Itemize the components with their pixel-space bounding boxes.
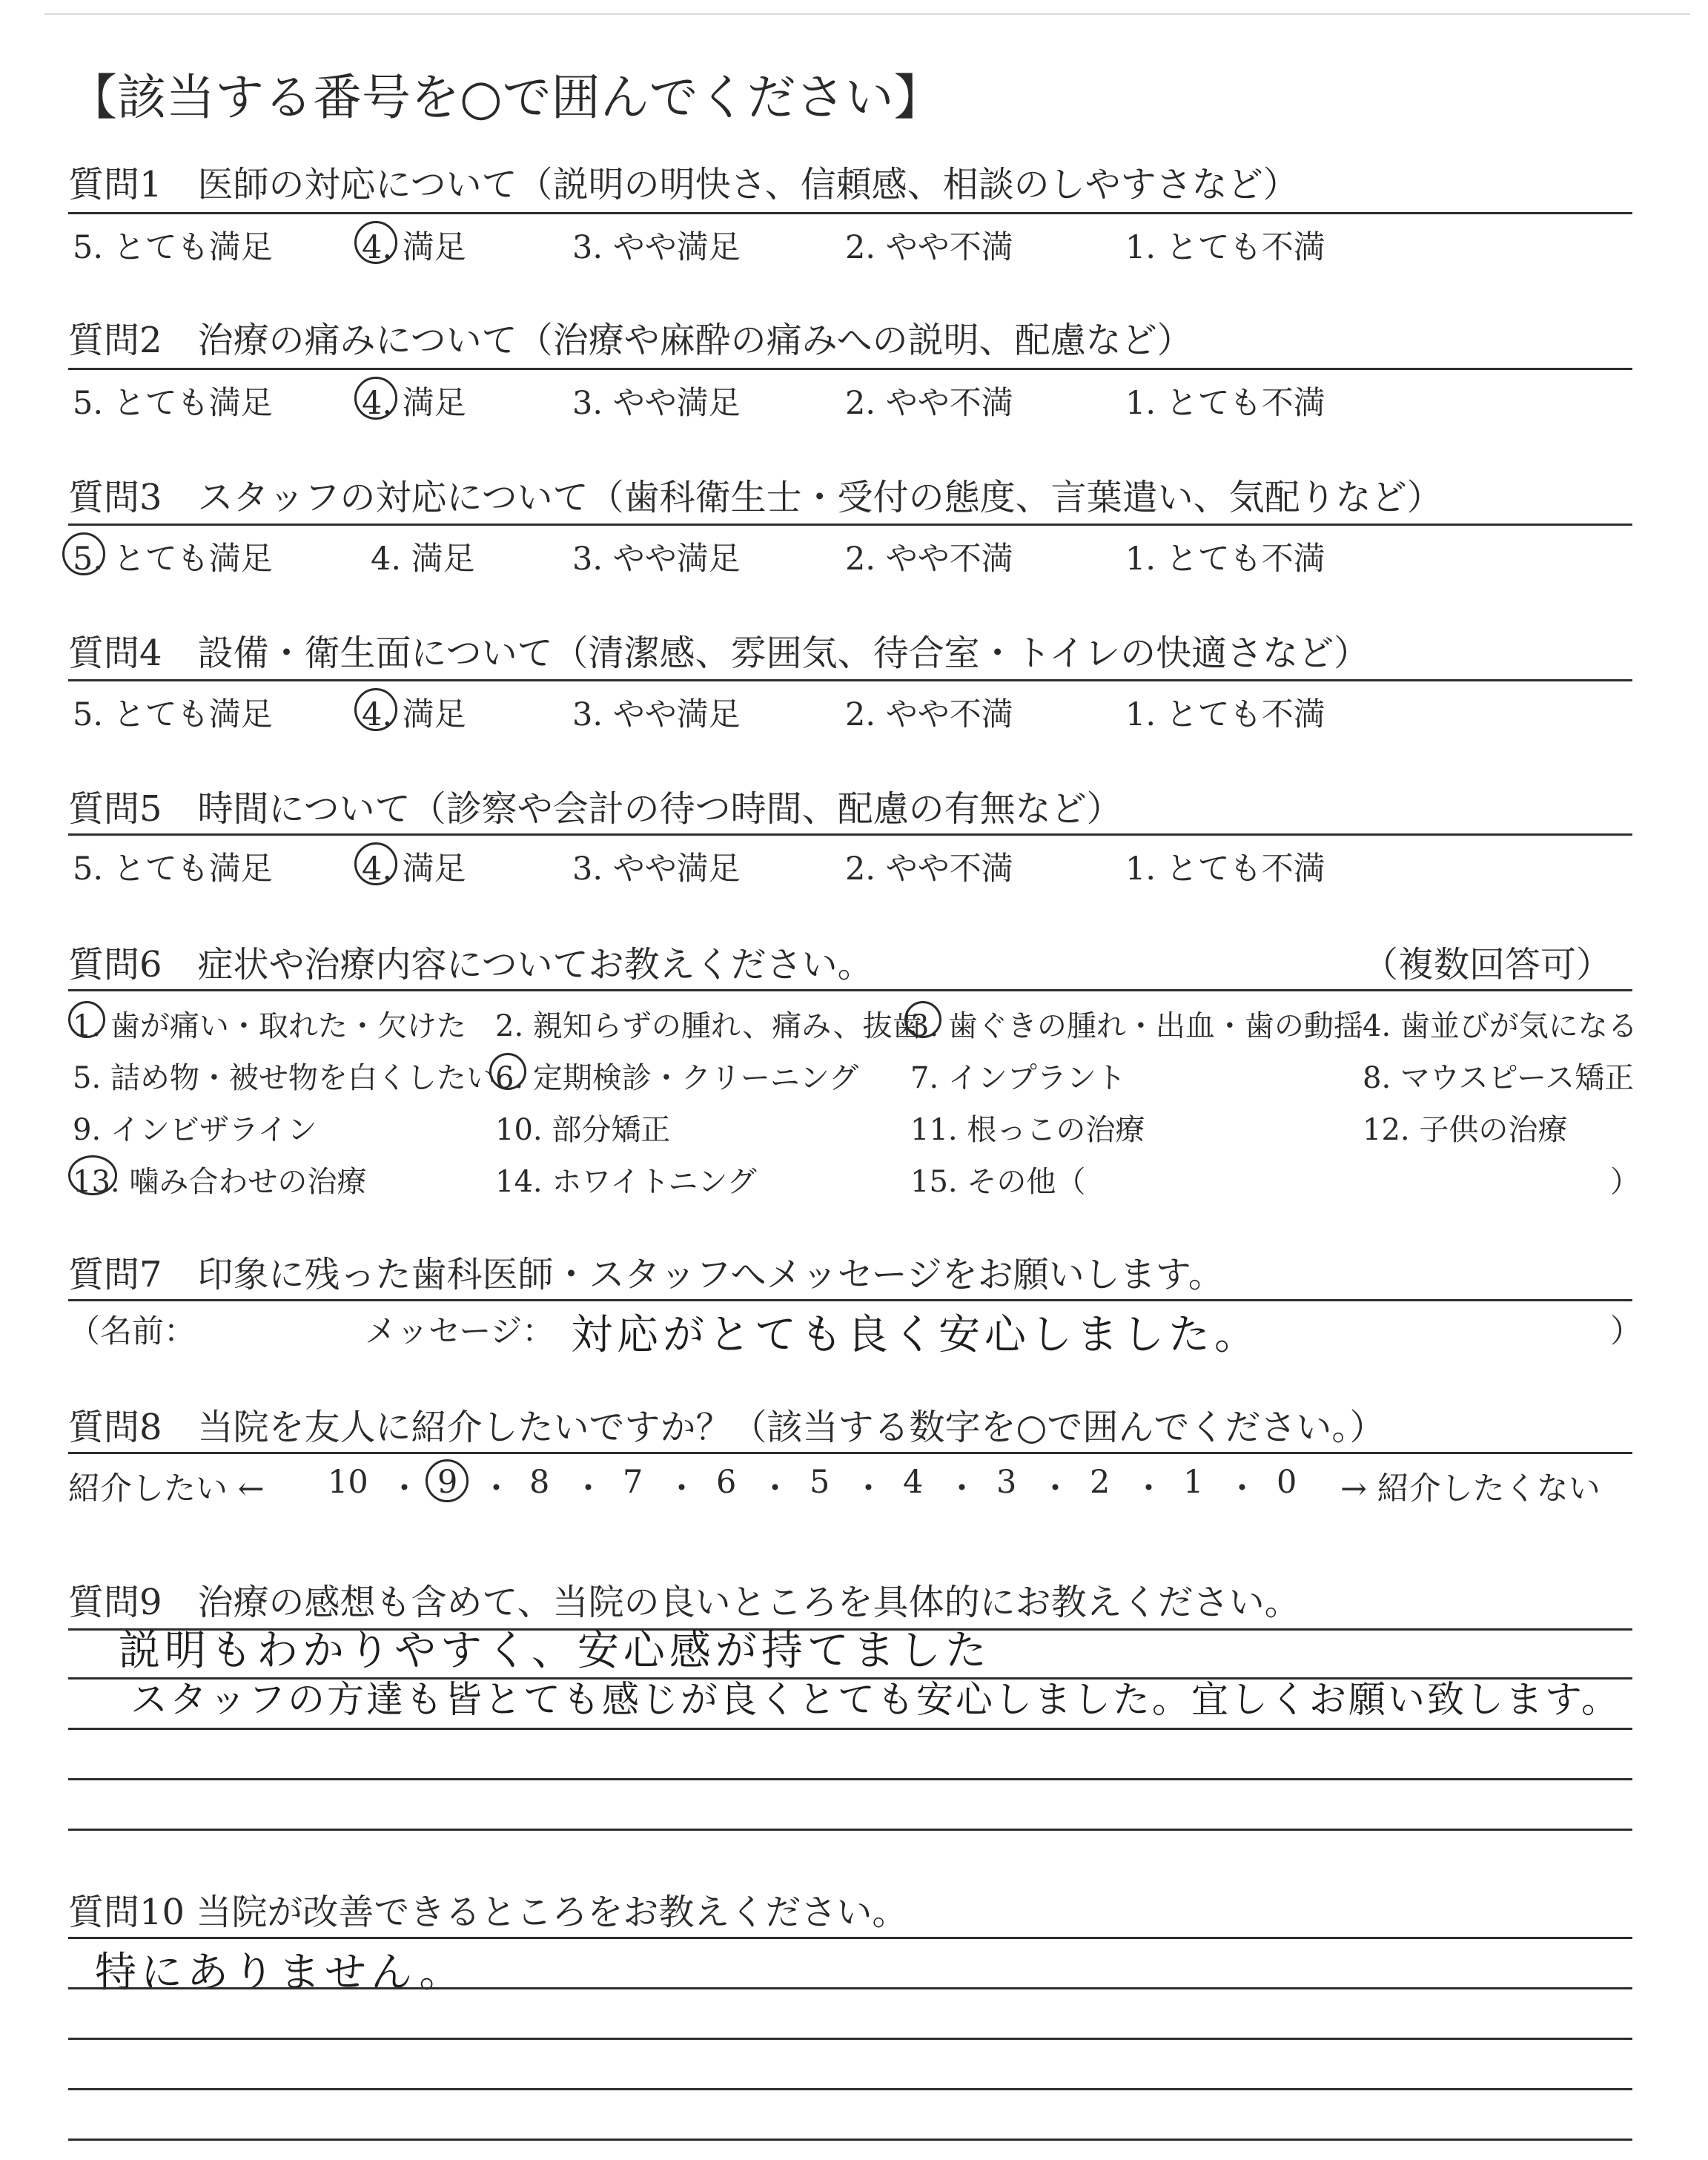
q6-item-15[interactable]: 15. その他（ — [910, 1165, 1086, 1199]
q7-message-label: メッセージ： — [365, 1313, 555, 1350]
q8-selected-circle — [426, 1459, 469, 1502]
page-heading: 【該当する番号を○で囲んでください】 — [68, 69, 943, 126]
q8-score-8[interactable]: 8 — [529, 1464, 550, 1501]
q8-rule — [68, 1452, 1632, 1454]
q10-rule-3 — [68, 2088, 1632, 2090]
q6-note: （複数回答可） — [1363, 944, 1612, 985]
q3-rule — [68, 524, 1632, 526]
q8-sep-5: ・ — [759, 1470, 791, 1507]
q10-answer-line-1: 特にありません。 — [95, 1949, 466, 1997]
q4-option-2[interactable]: 2. やや不満 — [845, 696, 1013, 733]
q2-rule — [68, 368, 1632, 370]
q6-item-10[interactable]: 10. 部分矯正 — [495, 1113, 671, 1147]
q6-item-14[interactable]: 14. ホワイトニング — [495, 1165, 757, 1199]
q8-score-6[interactable]: 6 — [716, 1464, 737, 1501]
q6-item-13[interactable]: 13. 噛み合わせの治療 — [73, 1165, 367, 1199]
q6-item-7[interactable]: 7. インプラント — [910, 1061, 1126, 1095]
q8-title: 質問8 当院を友人に紹介したいですか？（該当する数字を○で囲んでください。） — [68, 1407, 1386, 1448]
q5-selected-circle — [354, 842, 397, 885]
q6-item-9[interactable]: 9. インビザライン — [73, 1113, 317, 1147]
q5-option-1[interactable]: 1. とても不満 — [1125, 851, 1325, 888]
q1-selected-circle — [354, 221, 397, 264]
q6-item-4[interactable]: 4. 歯並びが気になる — [1363, 1009, 1638, 1043]
q6-item-15-close: ） — [1610, 1165, 1640, 1199]
q8-sep-1: ・ — [388, 1470, 420, 1507]
q2-title: 質問2 治療の痛みについて（治療や麻酔の痛みへの説明、配慮など） — [68, 320, 1193, 361]
q8-score-1[interactable]: 1 — [1183, 1464, 1204, 1501]
q1-rule — [68, 212, 1632, 214]
q8-sep-9: ・ — [1133, 1470, 1165, 1507]
q3-option-2[interactable]: 2. やや不満 — [845, 541, 1013, 578]
q5-option-4[interactable]: 4. 満足 — [362, 851, 466, 888]
q8-right-label: → 紹介したくない — [1340, 1470, 1601, 1507]
q10-rule-0 — [68, 1937, 1632, 1939]
q2-selected-circle — [354, 377, 397, 420]
q3-option-3[interactable]: 3. やや満足 — [572, 541, 741, 578]
q8-sep-10: ・ — [1226, 1470, 1258, 1507]
q6-item-6[interactable]: 6. 定期検診・クリーニング — [495, 1061, 859, 1095]
q1-option-2[interactable]: 2. やや不満 — [845, 229, 1013, 266]
q4-rule — [68, 679, 1632, 681]
q9-rule-2 — [68, 1728, 1632, 1730]
q8-sep-2: ・ — [480, 1470, 512, 1507]
q6-item-1[interactable]: 1. 歯が痛い・取れた・欠けた — [73, 1009, 466, 1043]
q4-option-3[interactable]: 3. やや満足 — [572, 696, 741, 733]
q2-option-2[interactable]: 2. やや不満 — [845, 385, 1013, 422]
q9-answer-line-1: 説明もわかりやすく、安心感が持てました — [119, 1627, 991, 1675]
q1-title: 質問1 医師の対応について（説明の明快さ、信頼感、相談のしやすさなど） — [68, 164, 1299, 205]
q4-title: 質問4 設備・衛生面について（清潔感、雰囲気、待合室・トイレの快適さなど） — [68, 633, 1370, 674]
q10-rule-4 — [68, 2138, 1632, 2141]
q6-item-13-circle — [68, 1155, 117, 1195]
q3-option-5[interactable]: 5. とても満足 — [73, 541, 273, 578]
q6-item-2[interactable]: 2. 親知らずの腫れ、痛み、抜歯 — [495, 1009, 922, 1043]
q8-score-9[interactable]: 9 — [437, 1464, 458, 1501]
q6-item-11[interactable]: 11. 根っこの治療 — [910, 1113, 1145, 1147]
q9-rule-3 — [68, 1778, 1632, 1780]
q1-option-5[interactable]: 5. とても満足 — [73, 229, 273, 266]
q5-title: 質問5 時間について（診察や会計の待つ時間、配慮の有無など） — [68, 788, 1122, 830]
q2-option-5[interactable]: 5. とても満足 — [73, 385, 273, 422]
q9-rule-4 — [68, 1829, 1632, 1831]
q5-rule — [68, 833, 1632, 836]
q1-option-3[interactable]: 3. やや満足 — [572, 229, 741, 266]
q8-score-3[interactable]: 3 — [996, 1464, 1017, 1501]
q8-score-4[interactable]: 4 — [903, 1464, 924, 1501]
q3-selected-circle — [62, 532, 105, 575]
q2-option-1[interactable]: 1. とても不満 — [1125, 385, 1325, 422]
q10-rule-2 — [68, 2038, 1632, 2040]
q4-option-5[interactable]: 5. とても満足 — [73, 696, 273, 733]
q8-sep-3: ・ — [572, 1470, 604, 1507]
q5-option-3[interactable]: 3. やや満足 — [572, 851, 741, 888]
q6-item-12[interactable]: 12. 子供の治療 — [1363, 1113, 1568, 1147]
q4-selected-circle — [354, 688, 397, 731]
q8-left-label: 紹介したい ← — [68, 1470, 265, 1507]
q3-title: 質問3 スタッフの対応について（歯科衛生士・受付の態度、言葉遣い、気配りなど） — [68, 477, 1443, 518]
q7-message-handwritten: 対応がとても良く安心しました。 — [571, 1311, 1260, 1359]
q4-option-1[interactable]: 1. とても不満 — [1125, 696, 1325, 733]
q9-answer-line-2: スタッフの方達も皆とても感じが良くとても安心しました。宜しくお願い致します。 — [130, 1678, 1621, 1721]
q3-option-1[interactable]: 1. とても不満 — [1125, 541, 1325, 578]
q10-rule-1 — [68, 1987, 1632, 1989]
q6-item-8[interactable]: 8. マウスピース矯正 — [1363, 1061, 1635, 1095]
q8-score-0[interactable]: 0 — [1277, 1464, 1297, 1501]
q8-score-2[interactable]: 2 — [1090, 1464, 1110, 1501]
q6-item-6-circle — [489, 1053, 526, 1090]
q6-rule — [68, 989, 1632, 991]
q7-name-label: （名前： — [68, 1313, 196, 1350]
q8-sep-4: ・ — [666, 1470, 698, 1507]
q7-close-paren: ） — [1610, 1313, 1642, 1350]
q1-option-4[interactable]: 4. 満足 — [362, 229, 466, 266]
q2-option-3[interactable]: 3. やや満足 — [572, 385, 741, 422]
q8-score-10[interactable]: 10 — [328, 1464, 368, 1501]
q6-item-5[interactable]: 5. 詰め物・被せ物を白くしたい — [73, 1061, 496, 1095]
q8-sep-7: ・ — [946, 1470, 978, 1507]
q1-option-1[interactable]: 1. とても不満 — [1125, 229, 1325, 266]
q7-rule — [68, 1299, 1632, 1301]
q10-title: 質問10 当院が改善できるところをお教えください。 — [68, 1892, 908, 1933]
q2-option-4[interactable]: 4. 満足 — [362, 385, 466, 422]
q3-option-4[interactable]: 4. 満足 — [371, 541, 475, 578]
q8-score-7[interactable]: 7 — [623, 1464, 643, 1501]
q4-option-4[interactable]: 4. 満足 — [362, 696, 466, 733]
q6-item-1-circle — [68, 1001, 105, 1038]
q8-sep-8: ・ — [1039, 1470, 1071, 1507]
q8-score-5[interactable]: 5 — [810, 1464, 830, 1501]
q8-sep-6: ・ — [853, 1470, 884, 1507]
q5-option-2[interactable]: 2. やや不満 — [845, 851, 1013, 888]
q6-title: 質問6 症状や治療内容についてお教えください。 — [68, 944, 873, 985]
q6-item-3[interactable]: 3. 歯ぐきの腫れ・出血・歯の動揺 — [910, 1009, 1363, 1043]
q9-title: 質問9 治療の感想も含めて、当院の良いところを具体的にお教えください。 — [68, 1582, 1300, 1623]
q7-title: 質問7 印象に残った歯科医師・スタッフへメッセージをお願いします。 — [68, 1254, 1224, 1295]
q5-option-5[interactable]: 5. とても満足 — [73, 851, 273, 888]
q6-item-3-circle — [904, 1001, 941, 1038]
scan-top-edge — [44, 13, 1690, 15]
